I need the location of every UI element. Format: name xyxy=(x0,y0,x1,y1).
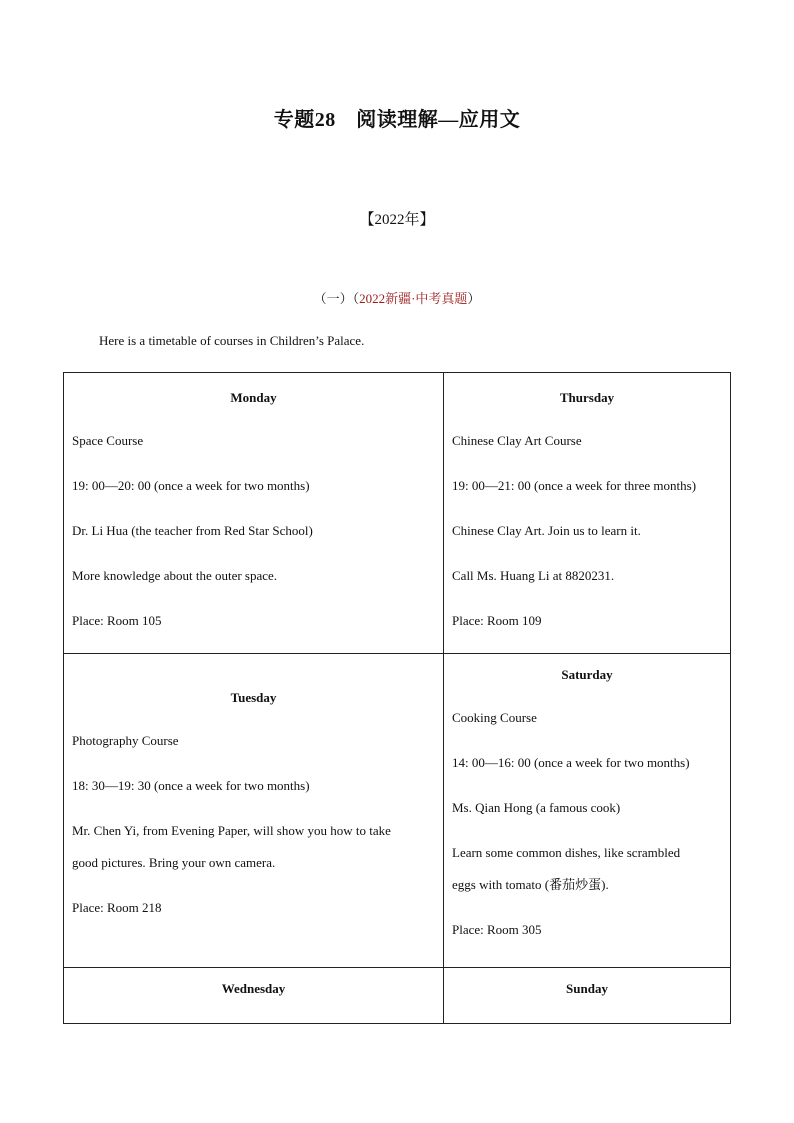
source-exam: 2022新疆·中考真题 xyxy=(359,291,468,306)
day-heading-saturday: Saturday xyxy=(561,667,613,682)
sunday-cell xyxy=(444,968,731,1024)
thursday-course: Chinese Clay Art Course xyxy=(452,433,582,448)
year-heading: 【2022年】 xyxy=(359,212,435,228)
monday-desc: More knowledge about the outer space. xyxy=(72,568,278,583)
tuesday-cell xyxy=(64,654,444,968)
monday-time: 19: 00—20: 00 (once a week for two months) xyxy=(72,478,310,493)
day-heading-tuesday: Tuesday xyxy=(230,690,277,705)
monday-place: Place: Room 105 xyxy=(72,613,162,628)
table-row xyxy=(64,968,731,1024)
wednesday-cell xyxy=(64,968,444,1024)
page-title: 专题28 阅读理解—应用文 xyxy=(273,109,521,131)
intro-text: Here is a timetable of courses in Children’s Palace. xyxy=(99,333,365,348)
source-close: ） xyxy=(467,291,481,306)
monday-course: Space Course xyxy=(72,433,144,448)
monday-teacher: Dr. Li Hua (the teacher from Red Star School) xyxy=(72,523,313,538)
tuesday-time: 18: 30—19: 30 (once a week for two months) xyxy=(72,778,310,793)
source-open: （一）（ xyxy=(313,291,360,306)
question-source xyxy=(0,288,794,307)
thursday-desc: Call Ms. Huang Li at 8820231. xyxy=(452,568,615,583)
tuesday-desc-line-2: good pictures. Bring your own camera. xyxy=(72,855,276,870)
thursday-time: 19: 00—21: 00 (once a week for three months) xyxy=(452,478,697,493)
table-row xyxy=(64,654,731,968)
table-row xyxy=(64,373,731,654)
thursday-teacher: Chinese Clay Art. Join us to learn it. xyxy=(452,523,641,538)
monday-cell xyxy=(64,373,444,654)
saturday-place: Place: Room 305 xyxy=(452,922,542,937)
day-heading-wednesday: Wednesday xyxy=(221,981,286,996)
saturday-desc-line-1: Learn some common dishes, like scrambled xyxy=(452,845,681,860)
thursday-cell xyxy=(444,373,731,654)
tuesday-course: Photography Course xyxy=(72,733,179,748)
saturday-course: Cooking Course xyxy=(452,710,537,725)
saturday-desc-line-2: eggs with tomato (番茄炒蛋). xyxy=(452,877,609,892)
day-heading-monday: Monday xyxy=(230,390,277,405)
tuesday-desc-line-1: Mr. Chen Yi, from Evening Paper, will show you how to take xyxy=(72,823,391,838)
timetable xyxy=(63,372,731,1024)
day-heading-thursday: Thursday xyxy=(559,390,615,405)
saturday-cell xyxy=(444,654,731,968)
saturday-time: 14: 00—16: 00 (once a week for two months) xyxy=(452,755,690,770)
saturday-teacher: Ms. Qian Hong (a famous cook) xyxy=(452,800,621,815)
tuesday-place: Place: Room 218 xyxy=(72,900,162,915)
thursday-place: Place: Room 109 xyxy=(452,613,542,628)
day-heading-sunday: Sunday xyxy=(566,981,608,996)
